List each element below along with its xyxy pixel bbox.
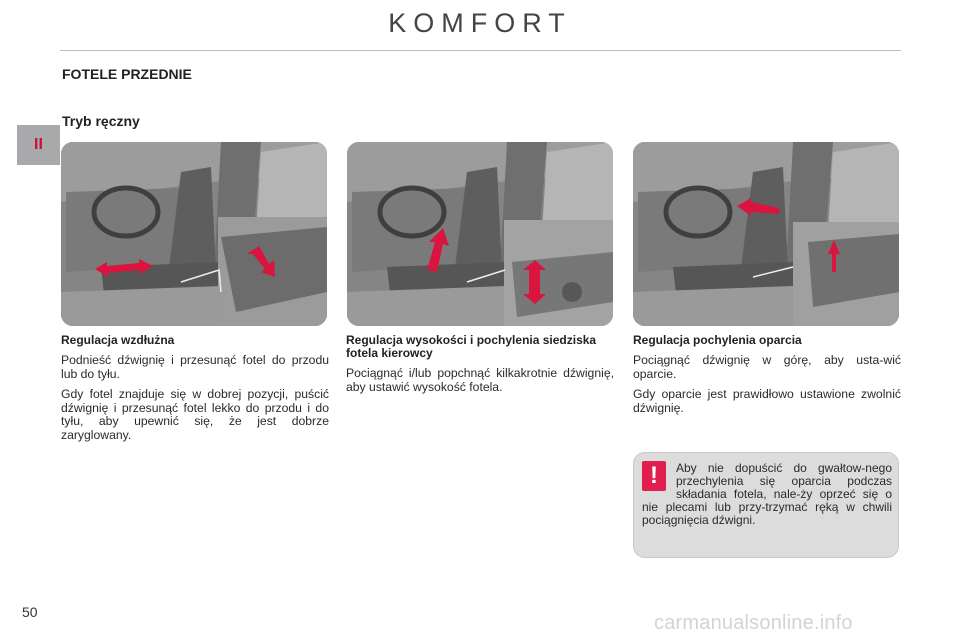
column-height <box>346 334 614 401</box>
column-paragraph: Pociągnąć dźwignię w górę, aby usta-wić oparcie. <box>633 353 901 381</box>
seat-illustration-1 <box>61 142 327 326</box>
column-longitudinal <box>61 334 329 450</box>
column-paragraph: Pociągnąć i/lub popchnąć kilkakrotnie dźwignię, aby ustawić wysokość fotela. <box>346 366 614 394</box>
watermark: carmanualsonline.info <box>654 612 853 634</box>
exclamation-icon: ! <box>642 461 666 491</box>
section-title: FOTELE PRZEDNIE <box>62 66 192 82</box>
seat-photo-height <box>347 142 613 326</box>
warning-box <box>633 452 899 558</box>
seat-illustration-3 <box>633 142 899 326</box>
column-heading: Regulacja wysokości i pochylenia siedziska fotela kierowcy <box>346 333 597 360</box>
seat-photo-longitudinal <box>61 142 327 326</box>
column-paragraph: Gdy fotel znajduje się w dobrej pozycji, puścić dźwignię i przesunąć fotel lekko do przodu i do tyłu, aby upewnić się, że jest dobrze zaryglowany. <box>61 387 329 442</box>
column-paragraph: Podnieść dźwignię i przesunąć fotel do przodu lub do tyłu. <box>61 353 329 381</box>
header-divider <box>60 50 901 51</box>
page-number: 50 <box>22 604 38 620</box>
seat-photo-backrest <box>633 142 899 326</box>
column-paragraph: Gdy oparcie jest prawidłowo ustawione zwolnić dźwignię. <box>633 387 901 415</box>
column-heading: Regulacja pochylenia oparcia <box>633 333 802 347</box>
page-header-title: KOMFORT <box>388 8 572 38</box>
subsection-title: Tryb ręczny <box>62 113 140 129</box>
warning-text: Aby nie dopuścić do gwałtow-nego przechylenia się oparcia podczas składania fotela, nale-ży oprzeć się o nie plecami lub przy-trzymać ręką w chwili pociągnięcia dźwigni. <box>642 461 892 527</box>
seat-illustration-2 <box>347 142 613 326</box>
chapter-tab: II <box>17 125 60 165</box>
column-heading: Regulacja wzdłużna <box>61 333 175 347</box>
column-backrest <box>633 334 901 422</box>
